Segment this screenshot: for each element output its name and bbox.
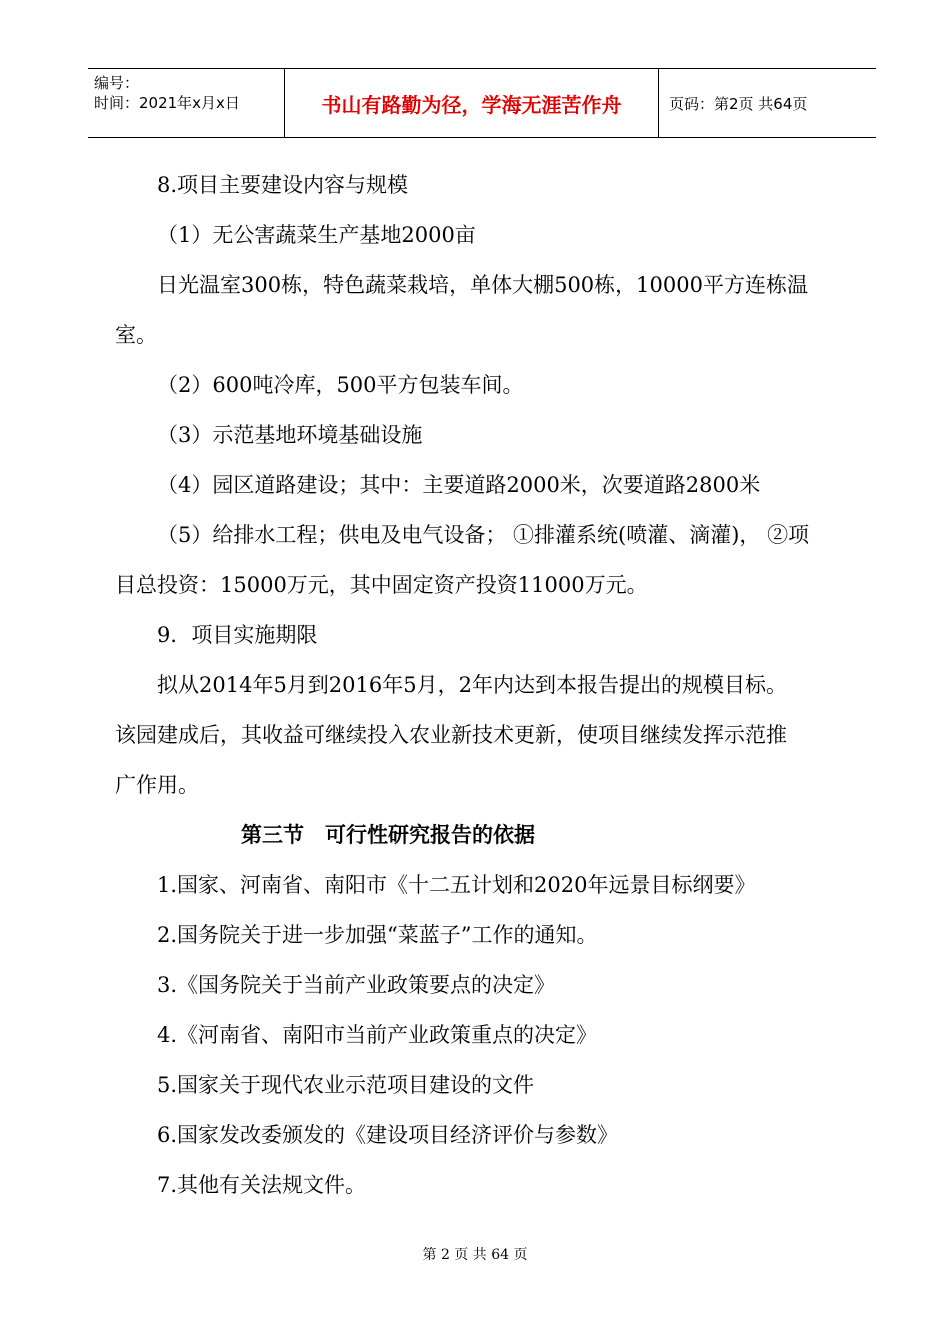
paragraph: 9．项目实施期限	[157, 623, 318, 647]
paragraph: 8.项目主要建设内容与规模	[157, 173, 409, 197]
list-item: 2.国务院关于进一步加强“菜蓝子”工作的通知。	[157, 923, 598, 947]
paragraph: 目总投资：15000万元，其中固定资产投资11000万元。	[115, 573, 648, 597]
list-item: 5.国家关于现代农业示范项目建设的文件	[157, 1073, 535, 1097]
paragraph: （3）示范基地环境基础设施	[157, 423, 423, 447]
list-item: 6.国家发改委颁发的《建设项目经济评价与参数》	[157, 1123, 619, 1147]
list-item: 4.《河南省、南阳市当前产业政策重点的决定》	[157, 1023, 598, 1047]
page-footer: 第 2 页 共 64 页	[422, 1247, 528, 1263]
header-motto: 书山有路勤为径，学海无涯苦作舟	[285, 69, 659, 137]
paragraph: （5）给排水工程；供电及电气设备； ①排灌系统(喷灌、滴灌)， ②项	[157, 523, 810, 547]
paragraph: 日光温室300栋，特色蔬菜栽培，单体大棚500栋，10000平方连栋温	[157, 273, 808, 297]
list-item: 3.《国务院关于当前产业政策要点的决定》	[157, 973, 556, 997]
paragraph: 拟从2014年5月到2016年5月，2年内达到本报告提出的规模目标。	[157, 673, 787, 697]
paragraph: （2）600吨冷库，500平方包装车间。	[157, 373, 524, 397]
list-item: 1.国家、河南省、南阳市《十二五计划和2020年远景目标纲要》	[157, 873, 756, 897]
header-meta	[88, 69, 285, 137]
list-item: 7.其他有关法规文件。	[157, 1173, 367, 1197]
paragraph: 广作用。	[115, 773, 199, 797]
document-body	[115, 160, 845, 1210]
paragraph: 该园建成后，其收益可继续投入农业新技术更新，使项目继续发挥示范推	[115, 723, 787, 747]
header-page-label: 页码：第2页 共64页	[669, 94, 808, 113]
section-title: 第三节 可行性研究报告的依据	[241, 823, 535, 847]
page-header	[88, 68, 876, 138]
time-label: 时间：2021年x月x日	[94, 94, 240, 112]
paragraph: 室。	[115, 323, 157, 347]
serial-label: 编号：	[94, 74, 140, 92]
paragraph: （1）无公害蔬菜生产基地2000亩	[157, 223, 476, 247]
paragraph: （4）园区道路建设；其中：主要道路2000米，次要道路2800米	[157, 473, 761, 497]
